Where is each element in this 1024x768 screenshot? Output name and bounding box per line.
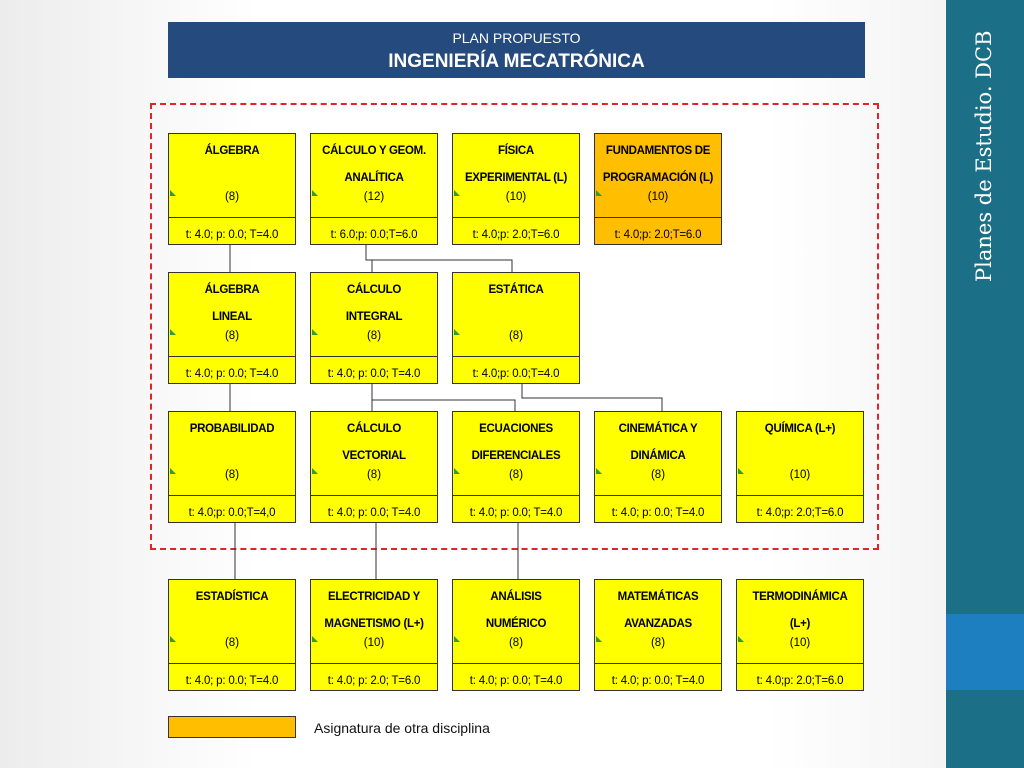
course-header xyxy=(453,412,579,496)
course-box-calculo-vectorial xyxy=(310,411,438,523)
course-box-quimica xyxy=(736,411,864,523)
course-credits: (10) xyxy=(647,191,669,203)
course-header xyxy=(169,412,295,496)
corner-marker-icon xyxy=(170,190,176,196)
course-hours: t: 4.0; p: 0.0; T=4.0 xyxy=(327,507,421,519)
course-header xyxy=(595,134,721,218)
course-name-line2: DIFERENCIALES xyxy=(471,450,561,462)
corner-marker-icon xyxy=(596,636,602,642)
corner-marker-icon xyxy=(454,329,460,335)
course-name-line2: EXPERIMENTAL (L) xyxy=(464,172,568,184)
course-hours: t: 4.0;p: 2.0;T=6.0 xyxy=(756,675,844,687)
connector-line xyxy=(522,384,662,411)
course-header xyxy=(595,412,721,496)
corner-marker-icon xyxy=(454,190,460,196)
course-box-estatica xyxy=(452,272,580,384)
corner-marker-icon xyxy=(170,329,176,335)
course-credits: (8) xyxy=(508,330,524,342)
course-name-line1: ELECTRICIDAD Y xyxy=(327,591,421,603)
course-hours: t: 4.0; p: 0.0; T=4.0 xyxy=(327,368,421,380)
course-hours: t: 4.0; p: 0.0; T=4.0 xyxy=(611,507,705,519)
corner-marker-icon xyxy=(596,190,602,196)
course-name-line2: (L+) xyxy=(789,618,811,630)
course-header xyxy=(311,412,437,496)
course-credits: (10) xyxy=(505,191,527,203)
corner-marker-icon xyxy=(170,468,176,474)
course-box-electricidad xyxy=(310,579,438,691)
course-name-line2: MAGNETISMO (L+) xyxy=(324,618,424,630)
corner-marker-icon xyxy=(738,636,744,642)
course-name-line1: CÁLCULO xyxy=(346,284,402,296)
course-header xyxy=(169,134,295,218)
corner-marker-icon xyxy=(312,636,318,642)
course-credits: (8) xyxy=(508,469,524,481)
course-credits: (8) xyxy=(224,191,240,203)
course-credits: (8) xyxy=(224,330,240,342)
sidebar-label: Planes de Estudio. DCB xyxy=(972,30,996,282)
course-name-line2: ANALÍTICA xyxy=(344,172,404,184)
course-hours: t: 4.0;p: 2.0;T=6.0 xyxy=(472,229,560,241)
course-header xyxy=(169,273,295,357)
corner-marker-icon xyxy=(312,468,318,474)
course-name-line2: INTEGRAL xyxy=(345,311,403,323)
course-header xyxy=(453,134,579,218)
connector-line xyxy=(366,245,512,272)
course-name-line1: ESTÁTICA xyxy=(488,284,544,296)
course-header xyxy=(737,580,863,664)
course-box-termodinamica xyxy=(736,579,864,691)
course-credits: (8) xyxy=(224,469,240,481)
course-name-line1: ÁLGEBRA xyxy=(204,284,260,296)
course-name-line1: CÁLCULO Y GEOM. xyxy=(322,145,426,157)
course-credits: (8) xyxy=(366,469,382,481)
course-hours: t: 4.0; p: 0.0; T=4.0 xyxy=(469,507,563,519)
course-box-calculo-geom xyxy=(310,133,438,245)
course-name-line1: MATEMÁTICAS xyxy=(617,591,699,603)
corner-marker-icon xyxy=(738,468,744,474)
course-name-line1: CÁLCULO xyxy=(346,423,402,435)
course-name-line1: TERMODINÁMICA xyxy=(752,591,848,603)
course-name-line1: CINEMÁTICA Y xyxy=(618,423,698,435)
course-hours: t: 4.0;p: 0.0;T=4.0 xyxy=(472,368,560,380)
course-box-cinematica xyxy=(594,411,722,523)
course-name-line2: VECTORIAL xyxy=(342,450,406,462)
course-box-estadistica xyxy=(168,579,296,691)
legend-swatch xyxy=(168,716,296,738)
course-hours: t: 4.0; p: 0.0; T=4.0 xyxy=(185,675,279,687)
course-name-line1: FUNDAMENTOS DE xyxy=(605,145,711,157)
course-name-line2: DINÁMICA xyxy=(630,450,686,462)
course-credits: (12) xyxy=(363,191,385,203)
course-header xyxy=(737,412,863,496)
course-hours: t: 4.0;p: 2.0;T=6.0 xyxy=(756,507,844,519)
course-name-line2: PROGRAMACIÓN (L) xyxy=(602,172,714,184)
course-hours: t: 4.0;p: 2.0;T=6.0 xyxy=(614,229,702,241)
course-box-analisis xyxy=(452,579,580,691)
course-hours: t: 4.0; p: 2.0; T=6.0 xyxy=(327,675,421,687)
course-header xyxy=(311,134,437,218)
corner-marker-icon xyxy=(596,468,602,474)
course-name-line1: ESTADÍSTICA xyxy=(195,591,269,603)
course-header xyxy=(169,580,295,664)
course-credits: (8) xyxy=(508,637,524,649)
header-title: INGENIERÍA MECATRÓNICA xyxy=(388,51,645,72)
header-subtitle: PLAN PROPUESTO xyxy=(452,30,581,46)
course-box-probabilidad xyxy=(168,411,296,523)
course-credits: (8) xyxy=(366,330,382,342)
corner-marker-icon xyxy=(454,636,460,642)
connector-line xyxy=(372,384,515,411)
course-header xyxy=(595,580,721,664)
corner-marker-icon xyxy=(312,329,318,335)
course-name-line1: FÍSICA xyxy=(498,145,534,157)
course-credits: (8) xyxy=(650,637,666,649)
course-hours: t: 4.0;p: 0.0;T=4,0 xyxy=(188,507,276,519)
course-hours: t: 4.0; p: 0.0; T=4.0 xyxy=(185,368,279,380)
course-credits: (10) xyxy=(789,469,811,481)
course-box-matematicas xyxy=(594,579,722,691)
course-box-algebra-lineal xyxy=(168,272,296,384)
course-header xyxy=(311,580,437,664)
course-hours: t: 4.0; p: 0.0; T=4.0 xyxy=(611,675,705,687)
course-header xyxy=(453,580,579,664)
course-name-line2: LINEAL xyxy=(212,311,252,323)
corner-marker-icon xyxy=(312,190,318,196)
course-hours: t: 4.0; p: 0.0; T=4.0 xyxy=(185,229,279,241)
course-name-line1: ANÁLISIS xyxy=(490,591,542,603)
course-credits: (10) xyxy=(789,637,811,649)
course-box-algebra xyxy=(168,133,296,245)
corner-marker-icon xyxy=(170,636,176,642)
course-box-calculo-integral xyxy=(310,272,438,384)
course-header xyxy=(311,273,437,357)
course-name-line1: PROBABILIDAD xyxy=(189,423,275,435)
course-credits: (8) xyxy=(224,637,240,649)
sidebar-accent-block xyxy=(946,614,1024,690)
course-hours: t: 6.0;p: 0.0;T=6.0 xyxy=(330,229,418,241)
course-name-line1: ÁLGEBRA xyxy=(204,145,260,157)
course-name-line2: AVANZADAS xyxy=(624,618,692,630)
course-hours: t: 4.0; p: 0.0; T=4.0 xyxy=(469,675,563,687)
course-name-line2: NUMÉRICO xyxy=(485,618,547,630)
course-header xyxy=(453,273,579,357)
course-box-fundamentos xyxy=(594,133,722,245)
course-credits: (8) xyxy=(650,469,666,481)
corner-marker-icon xyxy=(454,468,460,474)
course-name-line1: ECUACIONES xyxy=(479,423,553,435)
course-name-line1: QUÍMICA (L+) xyxy=(764,423,836,435)
course-credits: (10) xyxy=(363,637,385,649)
legend-label: Asignatura de otra disciplina xyxy=(314,720,490,736)
course-box-ecuaciones xyxy=(452,411,580,523)
course-box-fisica xyxy=(452,133,580,245)
